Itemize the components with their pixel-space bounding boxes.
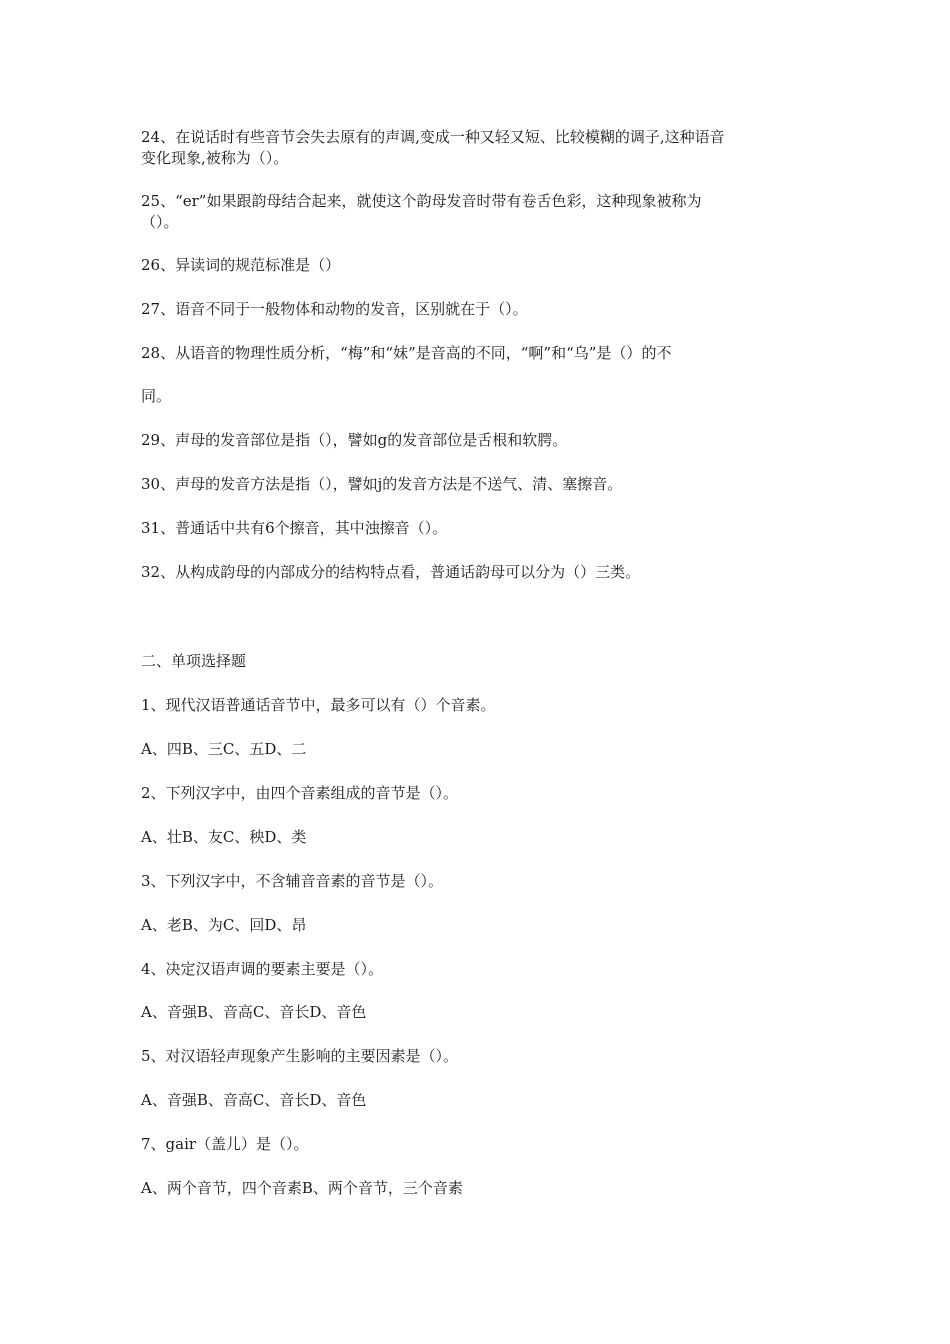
mc-question-5-options: A、音强B、音高C、音长D、音色 — [141, 1091, 367, 1109]
mc-question-2-options: A、壮B、友C、秧D、类 — [141, 828, 307, 846]
question-31: 31、普通话中共有6个擦音，其中浊擦音（）。 — [141, 519, 448, 537]
question-27: 27、语音不同于一般物体和动物的发音，区别就在于（）。 — [141, 300, 528, 318]
question-24-line-2: 变化现象,被称为（）。 — [141, 149, 289, 167]
mc-question-5: 5、对汉语轻声现象产生影响的主要因素是（）。 — [141, 1047, 459, 1065]
mc-question-1: 1、现代汉语普通话音节中，最多可以有（）个音素。 — [141, 696, 496, 714]
question-25-line-1: 25、“er”如果跟韵母结合起来，就使这个韵母发音时带有卷舌色彩，这种现象被称为 — [141, 192, 702, 210]
question-29: 29、声母的发音部位是指（），譬如g的发音部位是舌根和软腭。 — [141, 431, 568, 449]
question-30: 30、声母的发音方法是指（），譬如j的发音方法是不送气、清、塞擦音。 — [141, 475, 623, 493]
mc-question-4-options: A、音强B、音高C、音长D、音色 — [141, 1003, 367, 1021]
question-26: 26、异读词的规范标准是（） — [141, 256, 341, 274]
question-28-line-2: 同。 — [141, 387, 172, 405]
mc-question-1-options: A、四B、三C、五D、二 — [141, 740, 307, 758]
mc-question-2: 2、下列汉字中，由四个音素组成的音节是（）。 — [141, 784, 459, 802]
section-2-heading: 二、单项选择题 — [141, 652, 247, 670]
mc-question-7: 7、gair（盖儿）是（）。 — [141, 1135, 309, 1153]
mc-question-3-options: A、老B、为C、回D、昂 — [141, 916, 307, 934]
mc-question-4: 4、决定汉语声调的要素主要是（）。 — [141, 960, 384, 978]
question-28-line-1: 28、从语音的物理性质分析，“梅”和“妹”是音高的不同，“啊”和“乌”是（）的不 — [141, 344, 672, 362]
question-32: 32、从构成韵母的内部成分的结构特点看，普通话韵母可以分为（）三类。 — [141, 563, 641, 581]
mc-question-3: 3、下列汉字中，不含辅音音素的音节是（）。 — [141, 872, 444, 890]
question-25-line-2: （）。 — [141, 213, 179, 231]
question-24-line-1: 24、在说话时有些音节会失去原有的声调,变成一种又轻又短、比较模糊的调子,这种语音 — [141, 128, 725, 146]
mc-question-7-options: A、两个音节，四个音素B、两个音节，三个音素 — [141, 1179, 463, 1197]
